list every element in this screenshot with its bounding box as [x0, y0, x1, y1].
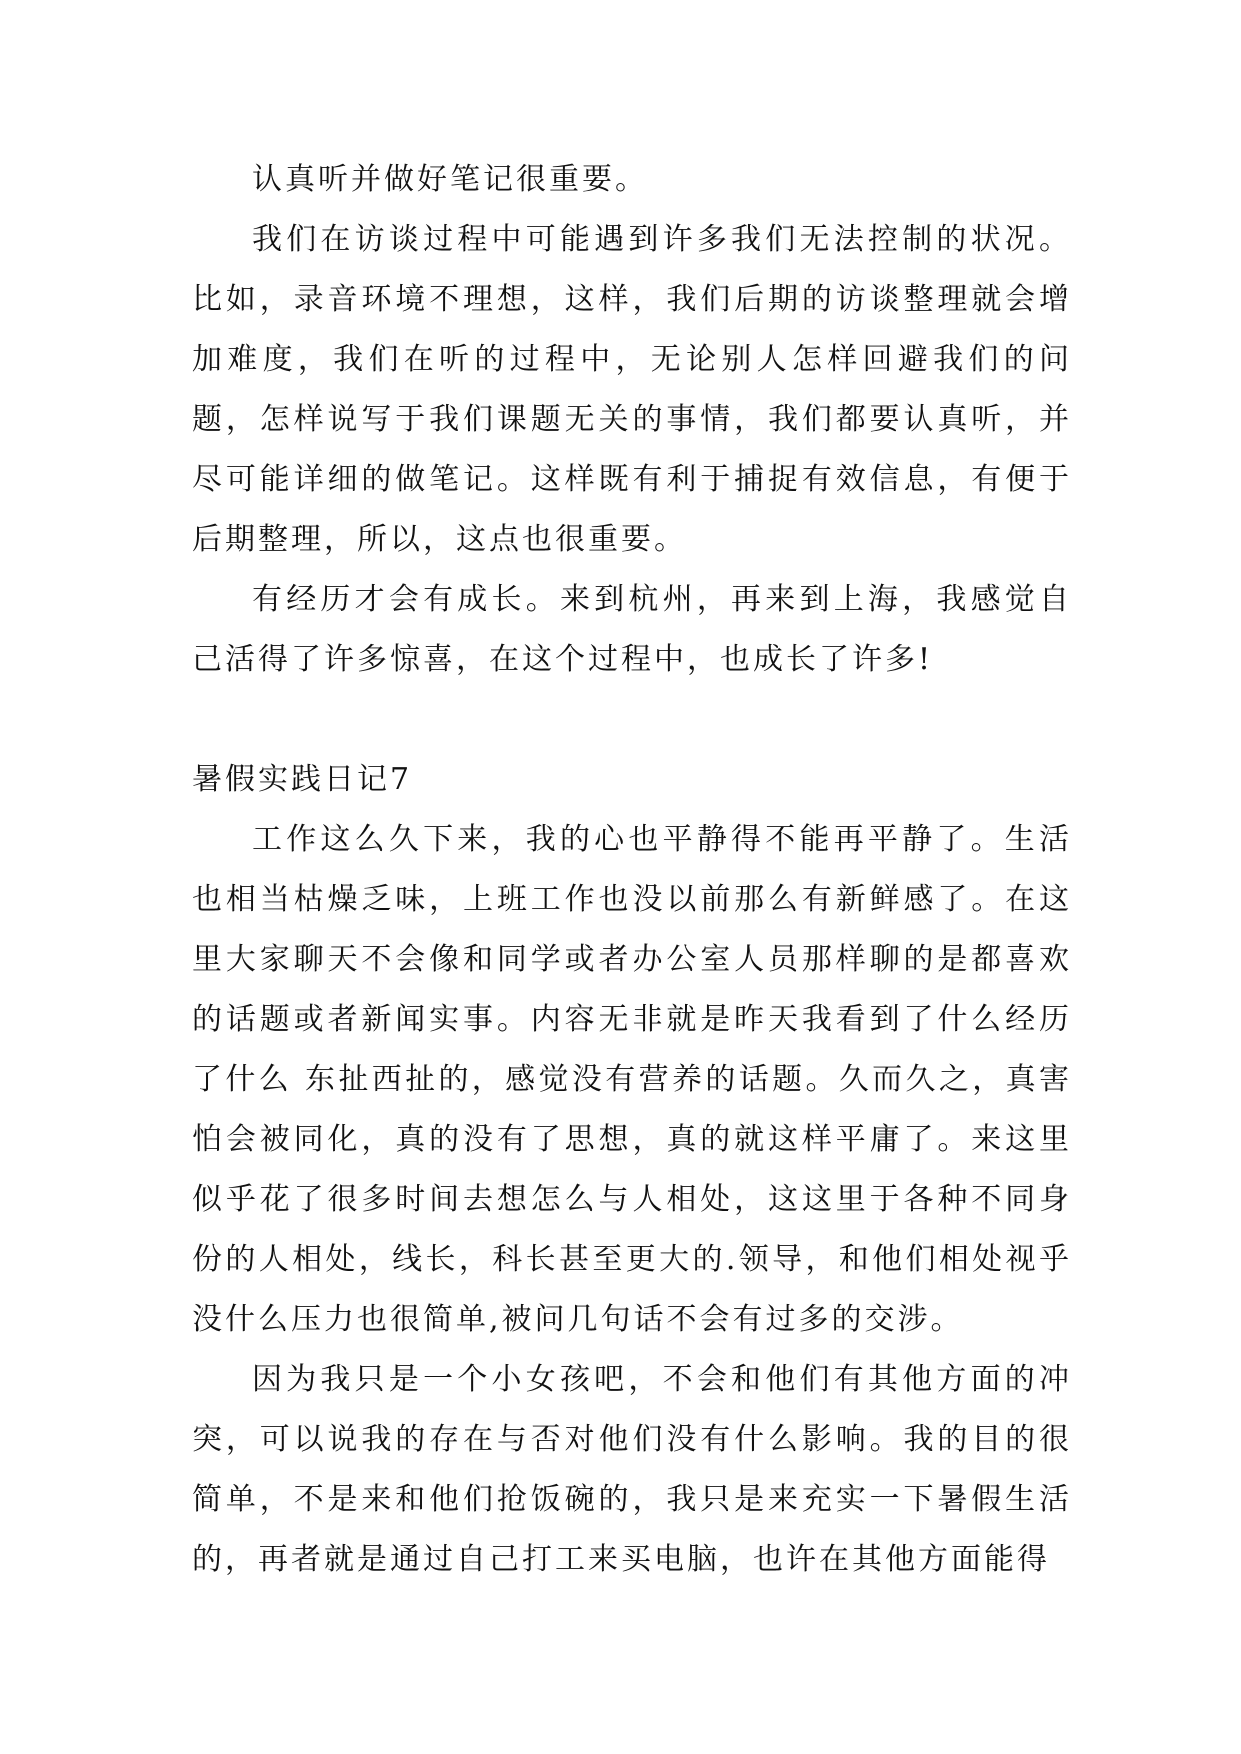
paragraph-note-taking: 认真听并做好笔记很重要。: [252, 162, 648, 197]
section-gap: [192, 690, 1072, 750]
document-body: [192, 150, 1072, 1590]
paragraph-work-life: 工作这么久下来，我的心也平静得不能再平静了。生活也相当枯燥乏味，上班工作也没以前那么有新鲜感了。在这里大家聊天不会像和同学或者办公室人员那样聊的是都喜欢的话题或者新闻实事。内容无非就是昨天我看到了什么经历了什么 东扯西扯的，感觉没有营养的话题。久而久之，真害怕会被同化，真的没有了思想，真的就这样平庸了。来这里似乎花了很多时间去想怎么与人相处，这这里于各种不同身份的人相处，线长，科长甚至更大的.领导，和他们相处视乎没什么压力也很简单,被问几句话不会有过多的交涉。: [192, 822, 1072, 1337]
paragraph-growth: 有经历才会有成长。来到杭州，再来到上海，我感觉自己活得了许多惊喜，在这个过程中，也成长了许多!: [192, 582, 1072, 677]
section-heading: 暑假实践日记7: [192, 762, 413, 797]
paragraph-purpose: 因为我只是一个小女孩吧，不会和他们有其他方面的冲突，可以说我的存在与否对他们没有什么影响。我的目的很简单，不是来和他们抢饭碗的，我只是来充实一下暑假生活的，再者就是通过自己打工来买电脑，也许在其他方面能得: [192, 1362, 1072, 1577]
paragraph-interview-conditions: 我们在访谈过程中可能遇到许多我们无法控制的状况。比如，录音环境不理想，这样，我们后期的访谈整理就会增加难度，我们在听的过程中，无论别人怎样回避我们的问题，怎样说写于我们课题无关的事情，我们都要认真听，并尽可能详细的做笔记。这样既有利于捕捉有效信息，有便于后期整理，所以，这点也很重要。: [192, 222, 1072, 557]
